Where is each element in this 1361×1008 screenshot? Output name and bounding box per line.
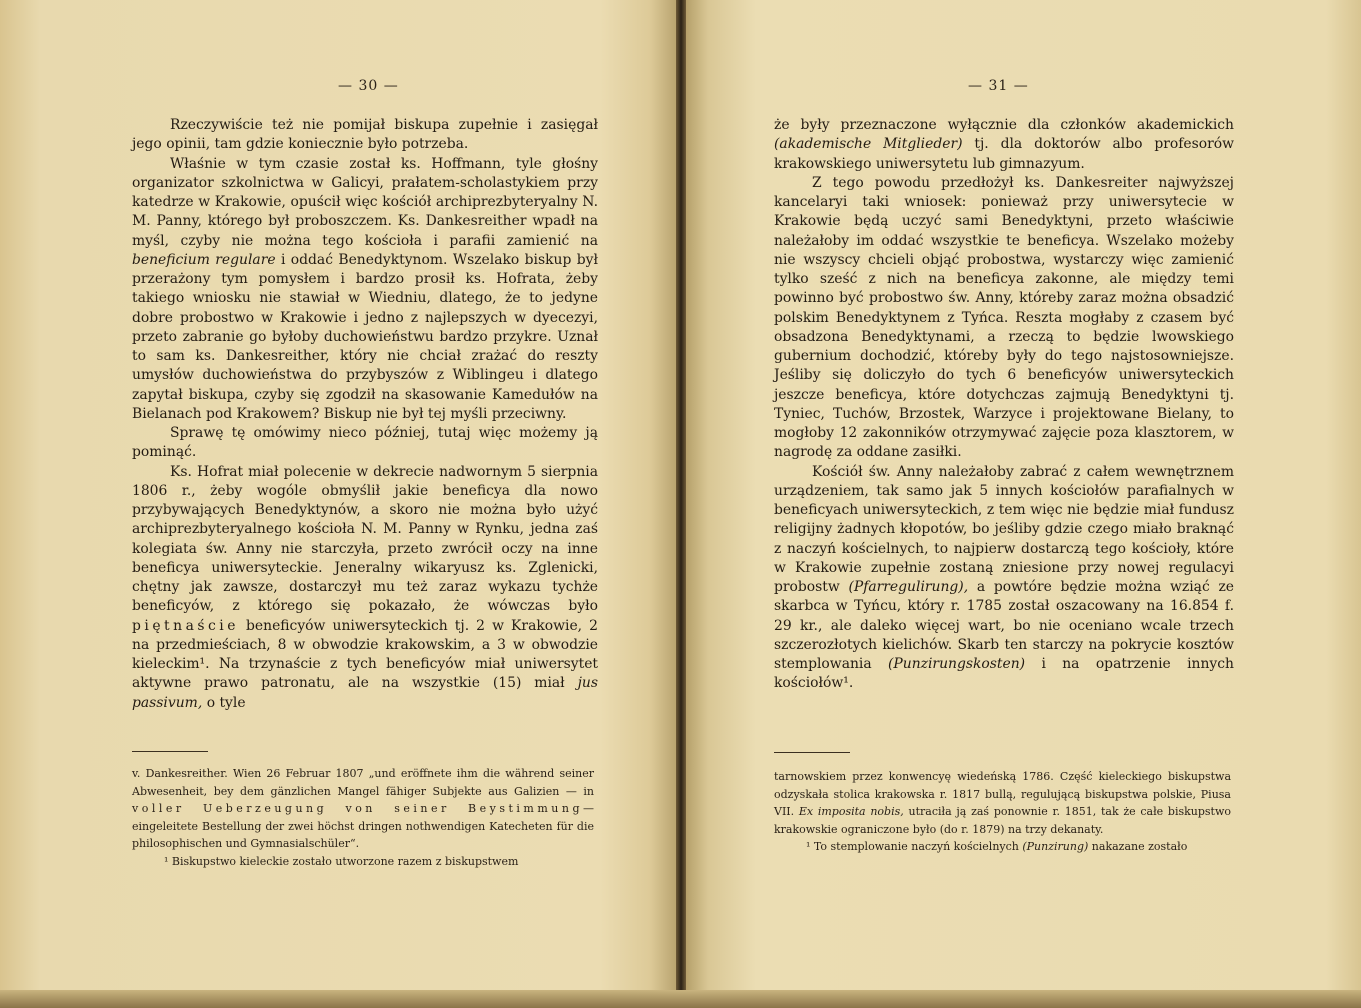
german-term: (akademische Mitglieder)	[774, 136, 963, 153]
page-right	[686, 0, 1361, 1008]
spaced-emphasis: voller Ueberzeugung von seiner Beystimmung	[132, 802, 583, 816]
text-run: Właśnie w tym czasie został ks. Hoffmann, tyle głośny organizator szkolnictwa w Galicyi, prałatem-scholastykiem przy katedrze w Krakowie, opuścił więc kościół archiprezbyteryalny N. M. Panny, którego był proboszczem. Ks. Dankesreither wpadł na myśl, czyby nie można tego kościoła i parafii zamienić na	[132, 155, 598, 249]
text-run: ¹ To stemplowanie naczyń kościelnych	[806, 840, 1019, 854]
footnotes	[132, 765, 594, 871]
body-text	[132, 116, 598, 713]
paragraph	[132, 155, 598, 425]
page-number: — 30 —	[338, 78, 399, 94]
book-gutter	[676, 0, 686, 1008]
text-run: tarnowskiem przez konwencyę wiedeńską 1786. Część kieleckiego biskupstwa odzyskała stolica krakowska r. 1817 bullą, regulującą biskupstwa polskie, Piusa VII.	[774, 770, 1231, 819]
german-term: (Pfarregulirung),	[848, 579, 969, 595]
paragraph	[774, 463, 1234, 694]
footnote-continuation	[132, 765, 594, 853]
latin-term: Ex imposita nobis,	[798, 805, 904, 819]
paragraph	[132, 463, 598, 713]
latin-term: jus passivum,	[132, 675, 598, 711]
text-run: i oddać Benedyktynom. Wszelako biskup był przerażony tym pomysłem i bardzo prosił ks. Hofrata, żeby takiego wniosku nie stawiał w Wiedniu, dlatego, że to jedyne dobre probostwo w Krakowie i jedno z najlepszych w dyecezyi, przeto zabranie go byłoby duchowieństwu bardzo przykre. Uznał to sam ks. Dankesreither, który nie chciał zrażać do reszty umysłów duchowieństwa do przybyszów z Wiblingeu i dlatego zapytał biskupa, czyby się zgodził na skasowanie Kamedułów na Bielanach pod Krakowem? Biskup nie był tej myśli przeciwny.	[132, 251, 598, 422]
page-number: — 31 —	[968, 78, 1029, 94]
spaced-emphasis: piętnaście	[132, 617, 239, 634]
latin-term: beneficium regulare	[132, 251, 276, 268]
footnote-continuation	[774, 768, 1231, 838]
paragraph: Z tego powodu przedłożył ks. Dankesreiter najwyższej kancelaryi taki wniosek: ponieważ przy uniwersytecie w Krakowie będą uczyć sami Benedyktyni, przeto właściwie należałoby im oddać wszystkie te beneficya. Wszelako możeby nie wszyscy chcieli objąć probostwa, wystarczy więc zamienić tylko sześć z nich na beneficya zakonne, ale między temi powinno być probostwo św. Anny, któreby zaraz można obsadzić polskim Benedyktynem z Tyńca. Reszta mogłaby z czasem być obsadzona Benedyktynami, a rzeczą to będzie lwowskiego gubernium dochodzić, któreby były do tego najstosowniejsze. Jeśliby się doliczyło do tych 6 beneficyów uniwersyteckich jeszcze beneficya, które dotychczas zajmują Benedyktyni tj. Tyniec, Tuchów, Brzostek, Warzyce i projektowane Bielany, to mogłoby 12 zakonników otrzymywać zajęcie poza klasztorem, w nagrodę za oddane zasiłki.	[774, 174, 1234, 461]
text-run: że były przeznaczone wyłącznie dla członków akademickich	[774, 117, 1234, 133]
footnote-1	[774, 838, 1231, 856]
paragraph: Rzeczywiście też nie pomijał biskupa zupełnie i zasięgał jego opinii, tam gdzie koniecznie było potrzeba.	[132, 117, 598, 153]
page-bottom-edge	[0, 990, 1361, 1008]
footnote-rule	[774, 752, 850, 753]
paragraph	[774, 116, 1234, 174]
text-run: i na opatrzenie innych kościołów¹.	[774, 656, 1234, 692]
footnote-rule	[132, 751, 208, 752]
german-term: (Punzirungskosten)	[888, 656, 1026, 672]
text-run: v. Dankesreither. Wien 26 Februar 1807 „und eröffnete ihm die während seiner Abwesenheit, bey dem gänzlichen Mangel fähiger Subjekte aus Galizien — in	[132, 767, 594, 798]
text-run: Ks. Hofrat miał polecenie w dekrecie nadwornym 5 sierpnia 1806 r., żeby wogóle obmyślił jakie beneficya dla nowo przybywających Benedyktynów, a skoro nie można było użyć archiprezbyteryalnego kościoła N. M. Panny w Rynku, jedna zaś kolegiata św. Anny nie starczyła, przeto zwrócił oczy na inne beneficya uniwersyteckie. Jeneralny wikaryusz ks. Zglenicki, chętny jak zawsze, dostarczył mu też zaraz wykazu tychże beneficyów, z którego się pokazało, że wówczas było	[132, 463, 598, 615]
text-run: tj. dla doktorów albo profesorów krakowskiego uniwersytetu lub gimnazyum.	[774, 136, 1234, 172]
text-run: utraciła ją zaś ponownie r. 1851, tak że całe biskupstwo krakowskie ograniczone było (do r. 1879) na trzy dekanaty.	[774, 805, 1232, 836]
text-run: beneficyów uniwersyteckich tj. 2 w Krakowie, 2 na przedmieściach, 8 w obwodzie krakowskim, a 3 w obwodzie kieleckim¹. Na trzynaście z tych beneficyów miał uniwersytet aktywne prawo patronatu, ale na wszystkie (15) miał	[132, 617, 599, 692]
text-run: a powtóre będzie można wziąć ze skarbca w Tyńcu, który r. 1785 został oszacowany na 16.854 f. 29 kr., ale daleko więcej wart, bo nie oceniano wcale trzech szczerozłotych kielichów. Skarb ten starczy na pokrycie kosztów stemplowania	[774, 579, 1234, 672]
paragraph: Sprawę tę omówimy nieco później, tutaj więc możemy ją pominąć.	[132, 425, 598, 461]
footnote-1: ¹ Biskupstwo kieleckie zostało utworzone razem z biskupstwem	[164, 854, 519, 868]
text-run: o tyle	[206, 694, 246, 711]
body-text	[774, 116, 1234, 694]
text-run: Kościół św. Anny należałoby zabrać z całem wewnętrznem urządzeniem, tak samo jak 5 innych kościołów parafialnych w beneficyach uniwersyteckich, z tem więc nie będzie miał fundusz religijny żadnych kłopotów, bo jeśliby gdzie czego miało braknąć z naczyń kościelnych, to najpierw dostarczą tego kościoły, które w Krakowie zupełnie zostaną zniesione przy nowej regulacyi probostw	[774, 463, 1234, 595]
german-term: (Punzirung)	[1022, 840, 1089, 854]
footnotes	[774, 768, 1231, 856]
text-run: — eingeleitete Bestellung der zwei höchst dringen nothwendigen Katecheten für die philosophischen und Gymnasialschüler“.	[132, 802, 594, 851]
text-run: nakazane zostało	[1091, 840, 1188, 854]
page-left	[0, 0, 676, 1008]
